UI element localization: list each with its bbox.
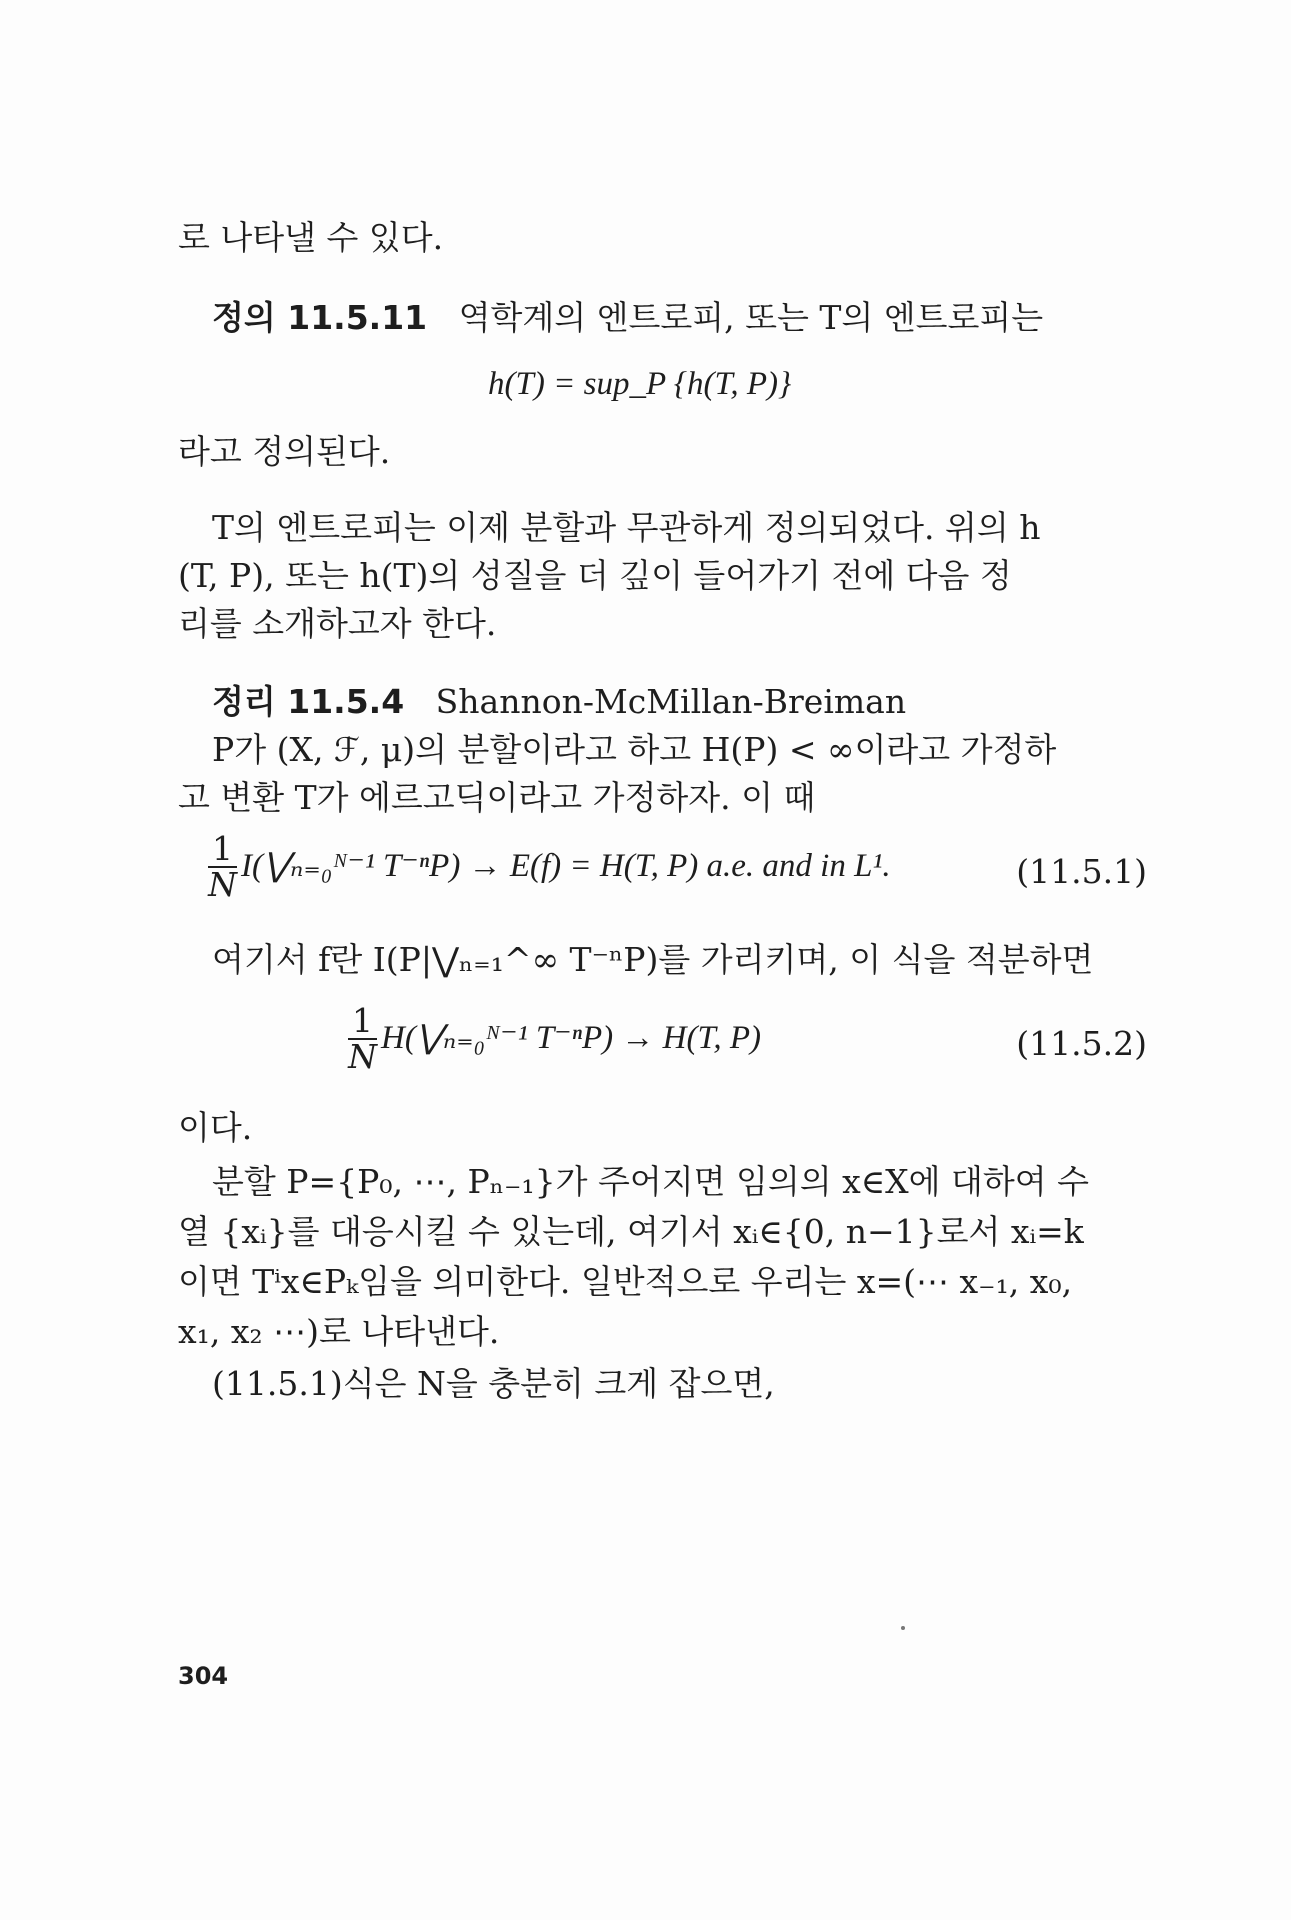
paragraph2-line1: 분할 P={P₀, ⋯, Pₙ₋₁}가 주어지면 임의의 x∈X에 대하여 수 — [212, 1162, 1090, 1201]
page-number: 304 — [178, 1662, 229, 1690]
paragraph1-line2: (T, P), 또는 h(T)의 성질을 더 깊이 들어가기 전에 다음 정 — [178, 556, 1012, 595]
theorem-line1: P가 (X, ℱ, μ)의 분할이라고 하고 H(P) < ∞이라고 가정하 — [212, 730, 1057, 769]
equation2-numerator: 1 — [348, 1004, 377, 1040]
last-line: (11.5.1)식은 N을 충분히 크게 잡으면, — [212, 1364, 775, 1403]
equation1-body: I(⋁ₙ₌₀ᴺ⁻¹ T⁻ⁿP) → E(f) = H(T, P) a.e. and in L¹. — [241, 848, 891, 884]
equation2-fraction — [348, 1001, 377, 1076]
theorem-label: 정리 11.5.4 — [212, 682, 405, 721]
paragraph2-line4: x₁, x₂ ⋯)로 나타낸다. — [178, 1312, 500, 1351]
equation2-number: (11.5.2) — [1016, 1024, 1147, 1063]
equation2-denominator: N — [348, 1037, 377, 1076]
equation2-body: H(⋁ₙ₌₀ᴺ⁻¹ T⁻ⁿP) → H(T, P) — [381, 1020, 762, 1056]
paragraph1-line1-text: T의 엔트로피는 이제 분할과 무관하게 정의되었다. 위의 h — [212, 508, 1041, 547]
paragraph2-line2: 열 {xᵢ}를 대응시킬 수 있는데, 여기서 xᵢ∈{0, n−1}로서 xᵢ=k — [178, 1212, 1084, 1251]
theorem-name: Shannon-McMillan-Breiman — [435, 682, 907, 721]
equation1-numerator: 1 — [208, 832, 237, 868]
theorem-line2: 고 변환 T가 에르고딕이라고 가정하자. 이 때 — [178, 778, 816, 817]
equation1-denominator: N — [208, 865, 237, 904]
definition-heading — [212, 298, 1043, 338]
definition-text: 역학계의 엔트로피, 또는 T의 엔트로피는 — [458, 298, 1044, 337]
equation1-fraction — [208, 829, 237, 904]
definition-label: 정의 11.5.11 — [212, 298, 428, 337]
equation-11-5-1 — [208, 829, 1147, 912]
ida-line: 이다. — [178, 1108, 253, 1147]
equation1-number: (11.5.1) — [1016, 852, 1147, 891]
definition-formula: h(T) = sup_P {h(T, P)} — [488, 366, 792, 402]
paragraph2-line3: 이면 Tⁱx∈Pₖ임을 의미한다. 일반적으로 우리는 x=(⋯ x₋₁, x₀, — [178, 1262, 1073, 1301]
paragraph1-line1 — [212, 508, 1147, 548]
where-line: 여기서 f란 I(P|⋁ₙ₌₁^∞ T⁻ⁿP)를 가리키며, 이 식을 적분하면 — [212, 940, 1094, 979]
intro-line: 로 나타낼 수 있다. — [178, 218, 444, 257]
definition-conclusion: 라고 정의된다. — [178, 432, 391, 471]
paragraph1-line3: 리를 소개하고자 한다. — [178, 604, 497, 643]
equation-11-5-2 — [348, 1001, 1147, 1084]
ink-speck — [901, 1626, 905, 1630]
theorem-heading — [212, 682, 906, 722]
